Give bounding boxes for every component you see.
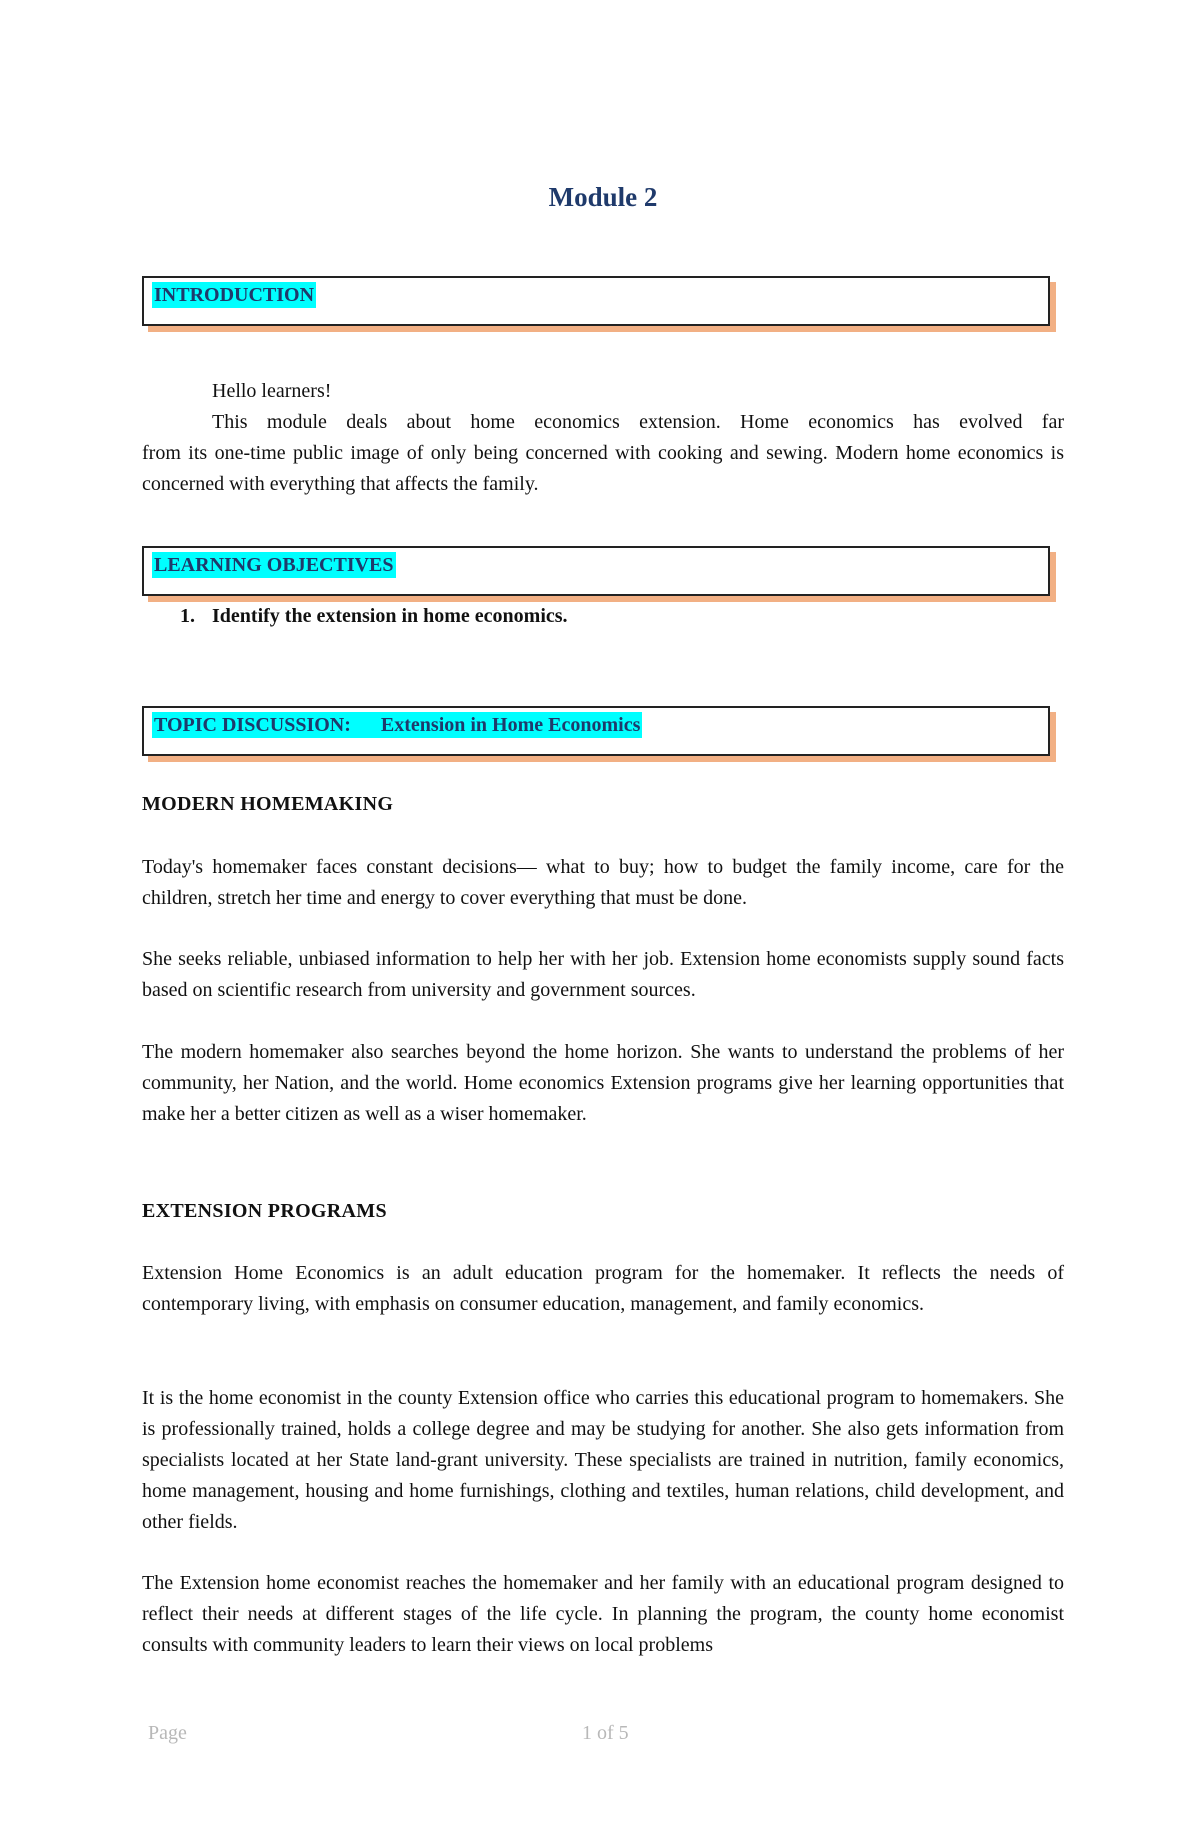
modern-homemaking-heading: MODERN HOMEMAKING [142,793,394,815]
extension-programs-paragraph-1: Extension Home Economics is an adult education program for the homemaker. It reflects the needs of contemporary living, with emphasis on consumer education, management, and family economics. [142,1262,1064,1315]
modern-homemaking-paragraph-2: She seeks reliable, unbiased information to help her with her job. Extension home economists supply sound facts based on scientific research from university and government sources. [142,948,1064,1001]
objective-item [180,601,568,632]
footer-page-count: 1 of 5 [582,1722,629,1744]
introduction-label: INTRODUCTION [154,284,315,306]
introduction-box [142,276,1050,326]
document-page [142,0,1064,1835]
extension-programs-heading: EXTENSION PROGRAMS [142,1200,387,1222]
topic-discussion-box [142,706,1050,756]
extension-programs-paragraph-3: The Extension home economist reaches the homemaker and her family with an educational program designed to reflect their needs at different stages of the life cycle. In planning the program, the county home economist consults with community leaders to learn their views on local problems [142,1572,1064,1656]
greeting: Hello learners! [212,380,332,402]
module-title: Module 2 [548,182,658,212]
learning-objectives-box [142,546,1050,596]
intro-first-line: This module deals about home economics extension. Home economics has evolved far [212,411,1064,433]
intro-paragraph: from its one-time public image of only being concerned with cooking and sewing. Modern home economics is concerned with everything that affects the family. [142,442,1064,495]
learning-objectives-label: LEARNING OBJECTIVES [154,554,394,576]
footer-page-label: Page [148,1722,187,1744]
modern-homemaking-paragraph-1: Today's homemaker faces constant decisions— what to buy; how to budget the family income, care for the children, stretch her time and energy to cover everything that must be done. [142,856,1064,909]
extension-programs-paragraph-2: It is the home economist in the county Extension office who carries this educational program to homemakers. She is professionally trained, holds a college degree and may be studying for another. She also gets information from specialists located at her State land-grant university. These specialists are trained in nutrition, family economics, home management, housing and home furnishings, clothing and textiles, human relations, child development, and other fields. [142,1387,1064,1533]
objective-text: Identify the extension in home economics. [212,605,568,627]
modern-homemaking-paragraph-3: The modern homemaker also searches beyond the home horizon. She wants to understand the problems of her community, her Nation, and the world. Home economics Extension programs give her learning opportunities that make her a better citizen as well as a wiser homemaker. [142,1041,1064,1125]
topic-discussion-label: TOPIC DISCUSSION: Extension in Home Economics [154,714,641,736]
objective-number: 1. [180,605,195,627]
